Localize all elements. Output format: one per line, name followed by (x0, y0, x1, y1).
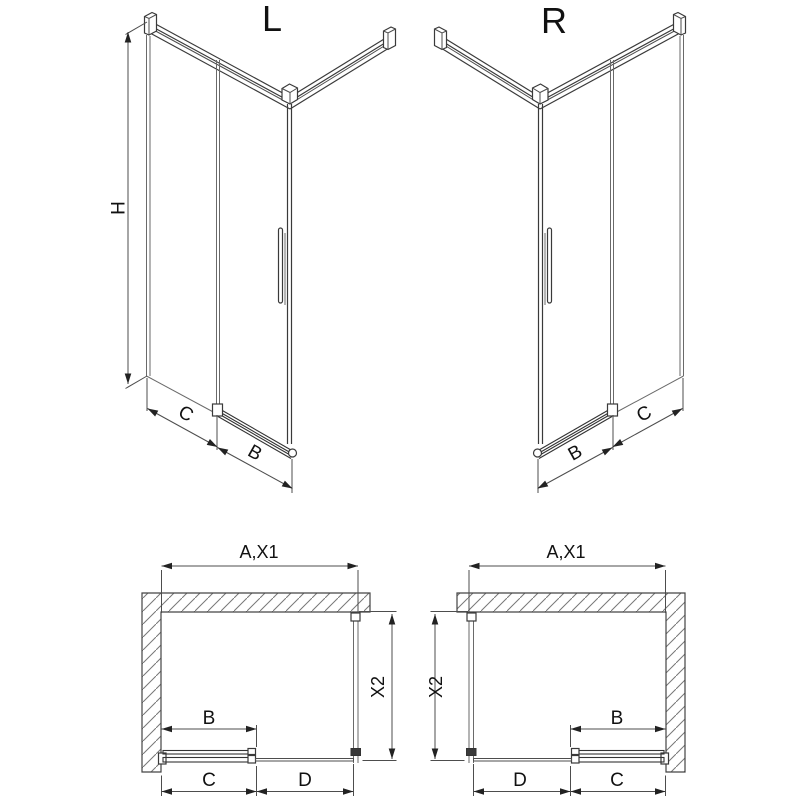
iso-view-right (435, 0, 686, 493)
iso-right-dim-c: C (633, 401, 656, 427)
plan-right-dim-width: A,X1 (546, 542, 586, 562)
plan-view-right (426, 542, 685, 796)
plan-left-dim-b: B (202, 708, 216, 729)
iso-right-title: R (541, 0, 567, 41)
plan-right-dim-depth: X2 (426, 675, 446, 699)
plan-left-dim-d: D (298, 770, 312, 791)
plan-right-dim-d: D (513, 770, 527, 791)
iso-right-dim-b: B (564, 440, 586, 466)
plan-left-dim-c: C (202, 770, 216, 791)
iso-left-dim-c: C (174, 401, 197, 427)
iso-left-dim-b: B (244, 440, 266, 466)
dim-label-h: H (108, 201, 130, 215)
iso-left-title: L (261, 0, 283, 39)
plan-view-left (142, 542, 397, 796)
plan-right-dim-b: B (610, 708, 624, 729)
plan-right-dim-c: C (610, 770, 624, 791)
plan-left-dim-depth: X2 (368, 675, 388, 699)
iso-view-left (109, 0, 396, 493)
plan-left-dim-width: A,X1 (239, 542, 279, 562)
